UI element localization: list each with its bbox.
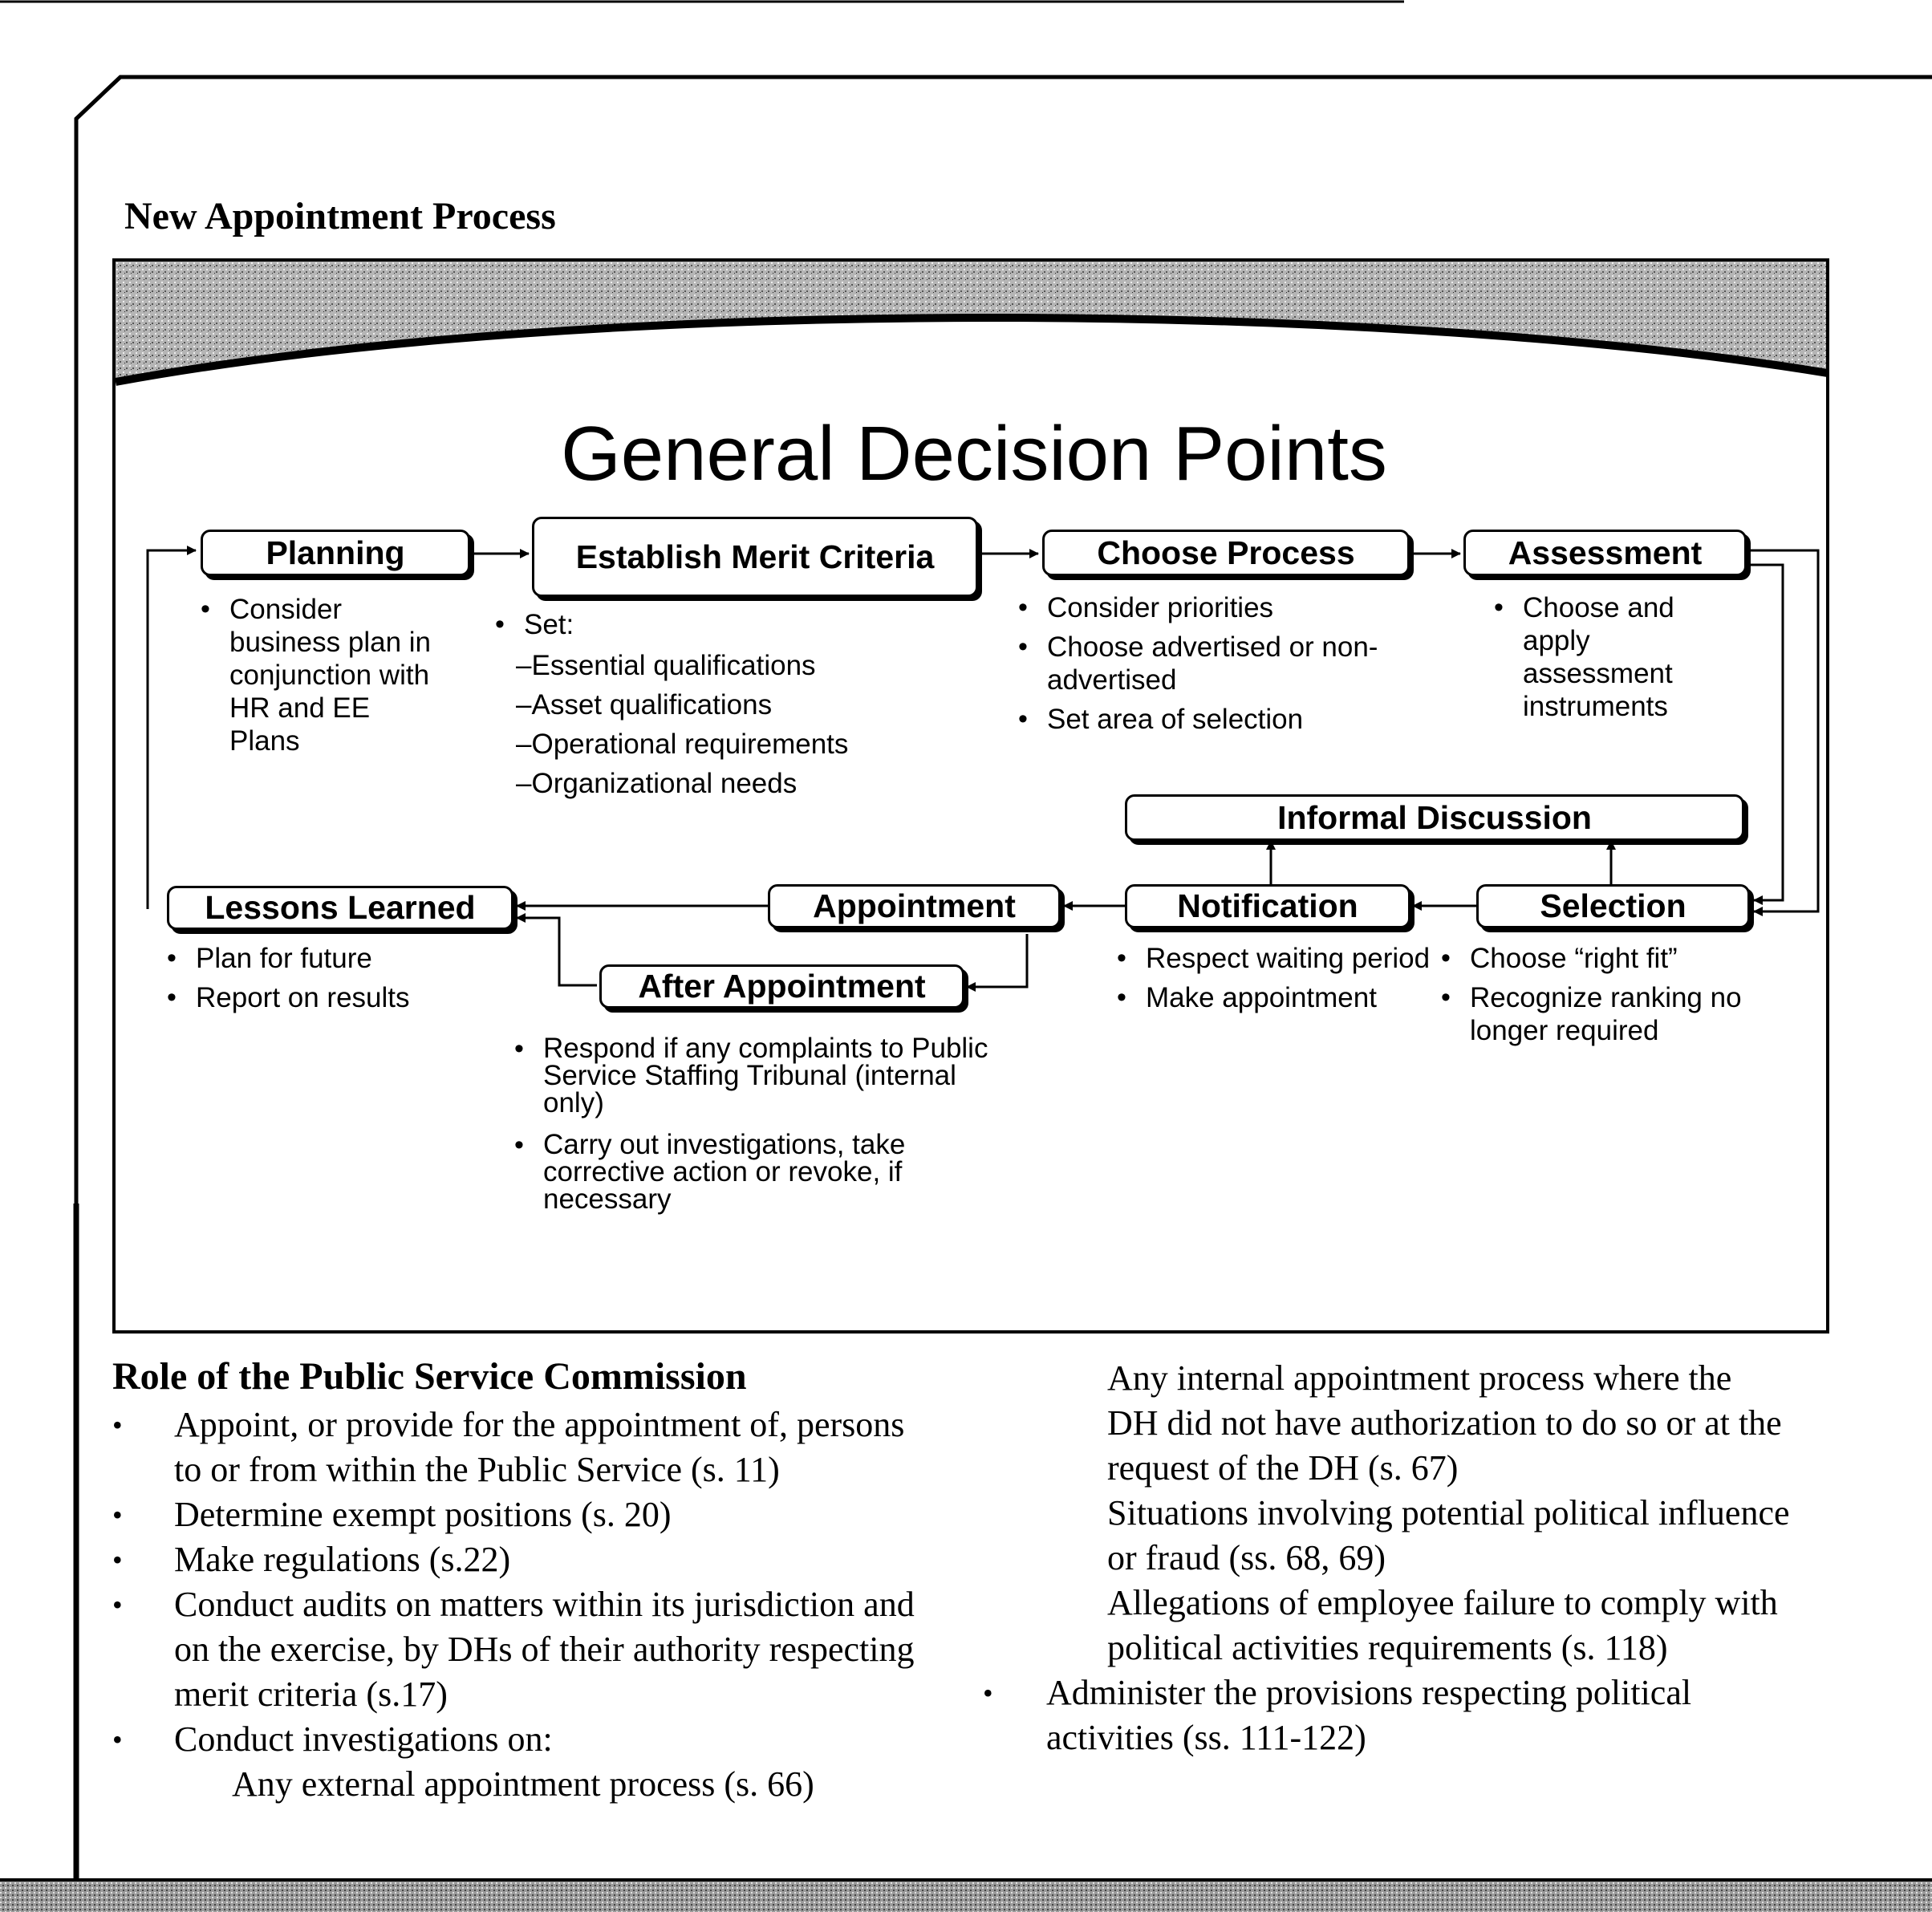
after-appointment-notes [514, 1035, 1004, 1220]
assessment-notes [1494, 591, 1735, 729]
psc-role-list-continued [947, 1356, 1869, 1760]
bullet-dot: • [112, 1544, 123, 1576]
investigation-item [1107, 1581, 1869, 1670]
psc-role-line: to or from within the Public Service (s. 11) [174, 1450, 780, 1489]
assessment-step: Assessment [1463, 530, 1747, 576]
bullet-dot: • [112, 1589, 123, 1621]
bullet-dot: • [112, 1409, 123, 1441]
establish-merit-criteria-step: Establish Merit Criteria [532, 517, 978, 597]
diagram-title: General Decision Points [561, 411, 1387, 497]
psc-role-line: Conduct audits on matters within its jurisdiction and [174, 1585, 915, 1624]
bullet-dot: • [983, 1677, 993, 1709]
investigation-line: Allegations of employee failure to comply with [1107, 1583, 1778, 1622]
lessons-note: • Report on results [167, 981, 504, 1014]
choose-process-notes [1018, 591, 1435, 742]
investigation-line: Situations involving potential political influence [1107, 1493, 1790, 1532]
lessons-learned-step: Lessons Learned [167, 886, 513, 930]
choose-process-note: • Choose advertised or non-advertised [1018, 631, 1435, 696]
merit-item: –Asset qualifications [516, 689, 773, 721]
psc-role-item [112, 1492, 1035, 1537]
psc-role-item [112, 1403, 1035, 1492]
psc-role-line: merit criteria (s.17) [174, 1675, 448, 1714]
notification-step: Notification [1125, 884, 1410, 928]
after-appointment-note: • Respond if any complaints to Public Service Staffing Tribunal (internal only) [514, 1035, 1004, 1117]
notification-note: • Make appointment [1117, 981, 1438, 1014]
investigation-line: political activities requirements (s. 118) [1107, 1628, 1668, 1667]
investigation-line: Any internal appointment process where the [1107, 1358, 1732, 1398]
psc-role-line: Appoint, or provide for the appointment of, persons [174, 1405, 905, 1444]
investigation-item [1107, 1356, 1869, 1491]
psc-role-item [112, 1717, 1035, 1762]
selection-step: Selection [1476, 884, 1750, 928]
notification-note: • Respect waiting period [1117, 942, 1438, 975]
psc-role-item [947, 1670, 1869, 1760]
psc-role-line: Make regulations (s.22) [174, 1540, 511, 1579]
merit-set-text: Set: [524, 609, 574, 640]
selection-notes [1441, 942, 1786, 1053]
planning-notes [201, 593, 441, 764]
appointment-step: Appointment [768, 884, 1061, 928]
planning-note: • Consider business plan in conjunction with HR and EE Plans [201, 593, 441, 757]
choose-process-step: Choose Process [1042, 530, 1410, 576]
assessment-note: • Choose and apply assessment instruments [1494, 591, 1735, 723]
psc-role-list [112, 1403, 1035, 1807]
notification-notes [1117, 942, 1438, 1021]
selection-note: • Recognize ranking no longer required [1441, 981, 1786, 1047]
merit-criteria-notes [495, 608, 944, 806]
investigation-line: DH did not have authorization to do so or at the [1107, 1403, 1782, 1443]
investigation-line: request of the DH (s. 67) [1107, 1448, 1459, 1488]
choose-process-note: • Set area of selection [1018, 703, 1435, 736]
informal-discussion-step: Informal Discussion [1125, 794, 1744, 841]
merit-item: –Essential qualifications [516, 650, 816, 681]
after-appointment-step: After Appointment [599, 964, 964, 1009]
lessons-note: • Plan for future [167, 942, 504, 975]
after-appointment-note: • Carry out investigations, take corrective action or revoke, if necessary [514, 1131, 1004, 1213]
planning-step: Planning [201, 530, 470, 576]
psc-role-line: Determine exempt positions (s. 20) [174, 1495, 672, 1534]
selection-note: • Choose “right fit” [1441, 942, 1786, 975]
psc-role-line: activities (ss. 111-122) [1046, 1718, 1366, 1757]
decision-points-diagram [112, 258, 1829, 1334]
psc-role-line: Conduct investigations on: [174, 1719, 553, 1759]
investigation-line: or fraud (ss. 68, 69) [1107, 1538, 1386, 1577]
psc-role-item [112, 1537, 1035, 1582]
merit-set-label [495, 608, 944, 800]
lessons-learned-notes [167, 942, 504, 1021]
psc-role-line: Administer the provisions respecting political [1046, 1673, 1692, 1712]
investigation-item [232, 1762, 1035, 1807]
psc-section-heading: Role of the Public Service Commission [112, 1355, 747, 1398]
diagram-banner [116, 262, 1829, 390]
merit-item: –Operational requirements [516, 729, 849, 760]
bullet-dot: • [112, 1499, 123, 1531]
psc-role-line: on the exercise, by DHs of their authority respecting [174, 1630, 915, 1669]
investigation-item [1107, 1491, 1869, 1581]
psc-role-item [112, 1582, 1035, 1717]
investigation-line: Any external appointment process (s. 66) [232, 1764, 814, 1804]
merit-item: –Organizational needs [516, 768, 798, 799]
document-title: New Appointment Process [124, 195, 556, 237]
bullet-dot: • [112, 1723, 123, 1756]
choose-process-note: • Consider priorities [1018, 591, 1435, 624]
